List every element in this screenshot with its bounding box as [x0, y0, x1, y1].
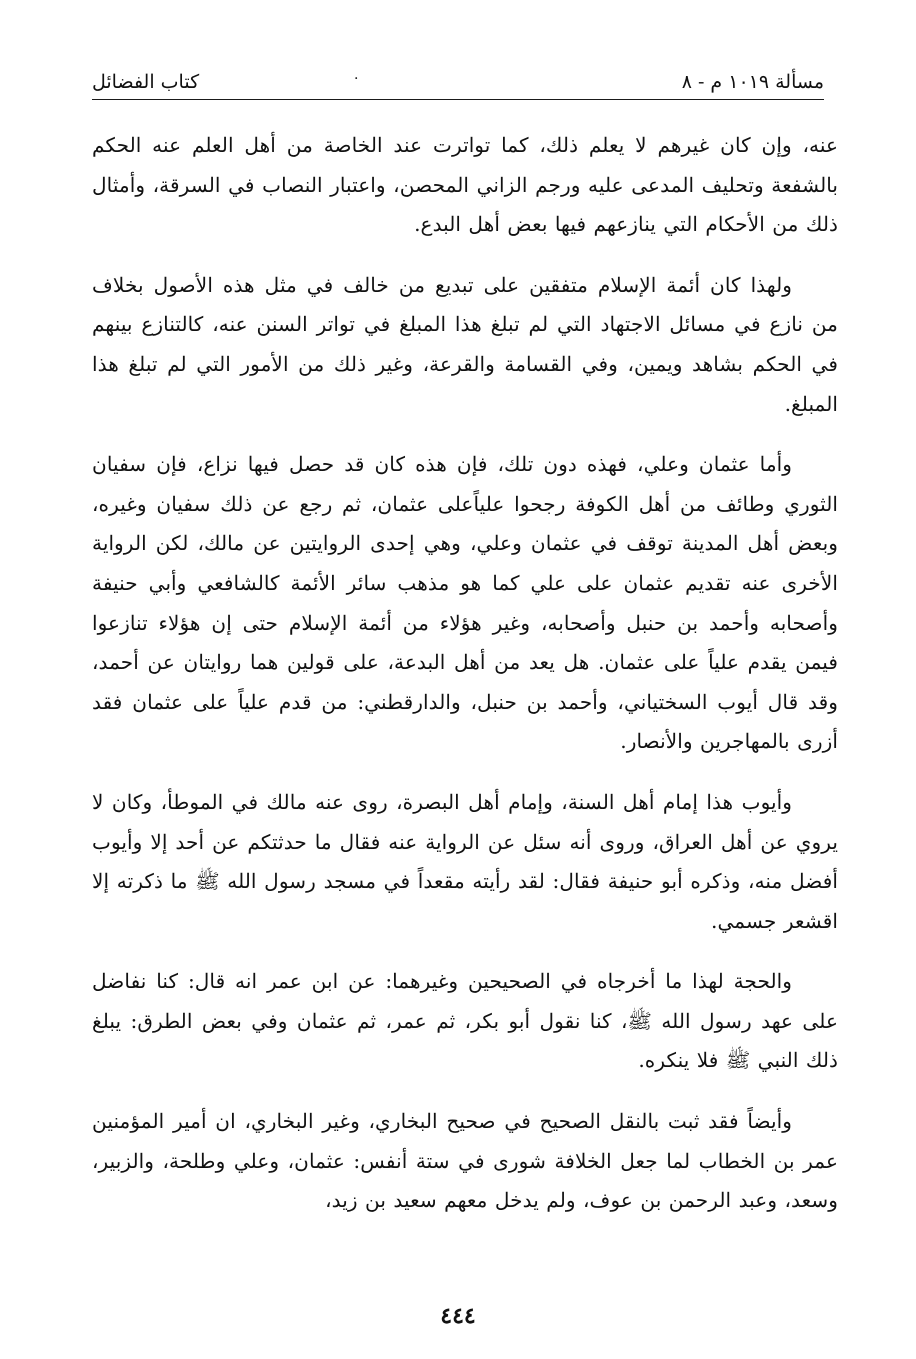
- paragraph-6: وأيضاً فقد ثبت بالنقل الصحيح في صحيح البخاري، وغير البخاري، ان أمير المؤمنين عمر بن الخطاب لما جعل الخلافة شورى في ستة أنفس: عثمان، وعلي وطلحة، والزبير، وسعد، وعبد الرحمن بن عوف، ولم يدخل معهم سعيد بن زيد،: [92, 1109, 838, 1213]
- body-text: [92, 126, 838, 1242]
- book-chapter-title: كتاب الفضائل: [92, 71, 200, 93]
- paragraph-4: وأيوب هذا إمام أهل السنة، وإمام أهل البصرة، روى عنه مالك في الموطأ، وكان لا يروي عن أهل العراق، وروى أنه سئل عن الرواية عنه فقال ما حدثتكم عن أحد إلا وأيوب أفضل منه، وذكره أبو حنيفة فقال: لقد رأيته مقعداً في مسجد رسول الله ﷺ ما ذكرته إلا اقشعر جسمي.: [92, 789, 838, 933]
- paragraph-1: عنه، وإن كان غيرهم لا يعلم ذلك، كما تواترت عند الخاصة من أهل العلم عنه الحكم بالشفعة وتحليف المدعى عليه ورجم الزاني المحصن، واعتبار النصاب في السرقة، وأمثال ذلك من الأحكام التي ينازعهم فيها بعض أهل البدع.: [92, 133, 838, 237]
- header-ornament: ·: [354, 71, 359, 87]
- paragraph-2: ولهذا كان أئمة الإسلام متفقين على تبديع من خالف في مثل هذه الأصول بخلاف من نازع في مسائل الاجتهاد التي لم تبلغ هذا المبلغ في تواتر السنن عنه، كالتنازع بينهم في الحكم بشاهد ويمين، وفي القسامة والقرعة، وغير ذلك من الأمور التي لم تبلغ هذا المبلغ.: [92, 272, 838, 416]
- page-number: ٤٤٤: [440, 1303, 476, 1329]
- running-header: [92, 66, 824, 100]
- paragraph-3: وأما عثمان وعلي، فهذه دون تلك، فإن هذه كان قد حصل فيها نزاع، فإن سفيان الثوري وطائف من أهل الكوفة رجحوا علياًعلى عثمان، ثم رجع عن ذلك سفيان وغيره، وبعض أهل المدينة توقف في عثمان وعلي، وهي إحدى الروايتين عن مالك، لكن الرواية الأخرى عنه تقديم عثمان على علي كما هو مذهب سائر الأئمة كالشافعي وأبي حنيفة وأصحابه وأحمد بن حنبل وأصحابه، وغير هؤلاء من أئمة الإسلام حتى إن هؤلاء تنازعوا فيمن يقدم علياً على عثمان. هل يعد من أهل البدعة، على قولين هما روايتان عن أحمد، وقد قال أيوب السختياني، وأحمد بن حنبل، والدارقطني: من قدم علياً على عثمان فقد أزرى بالمهاجرين والأنصار.: [92, 452, 838, 754]
- issue-number-label: مسألة ١٠١٩ م - ٨: [681, 71, 824, 93]
- paragraph-5: والحجة لهذا ما أخرجاه في الصحيحين وغيرهما: عن ابن عمر انه قال: كنا نفاضل على عهد رسول الله ﷺ، كنا نقول أبو بكر، ثم عمر، ثم عثمان وفي بعض الطرق: يبلغ ذلك النبي ﷺ فلا ينكره.: [92, 969, 838, 1073]
